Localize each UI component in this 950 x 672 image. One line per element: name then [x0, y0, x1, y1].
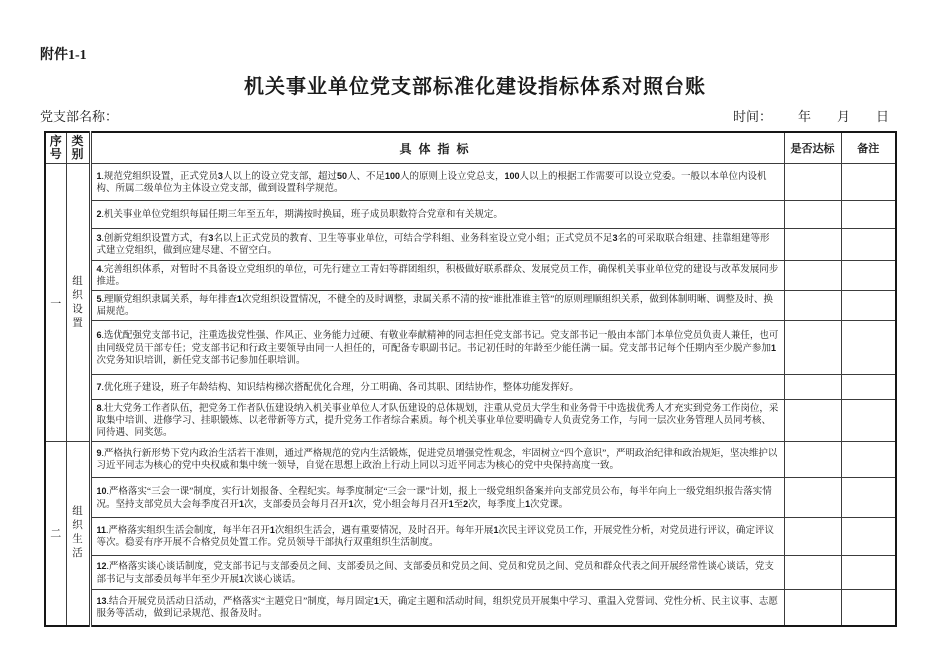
remark-cell [841, 590, 896, 626]
compliance-cell [784, 556, 841, 590]
branch-name-label: 党支部名称： [40, 109, 119, 124]
header-indicator: 具体指标 [90, 132, 784, 164]
table-row [45, 229, 896, 261]
table-row [45, 478, 896, 518]
compliance-cell [784, 518, 841, 556]
table-row [45, 261, 896, 291]
remark-cell [841, 478, 896, 518]
indicator-table [44, 131, 897, 627]
table-row [45, 201, 896, 229]
compliance-cell [784, 229, 841, 261]
compliance-cell [784, 291, 841, 321]
meta-row [40, 106, 889, 125]
indicator-cell: 10.严格落实“三会一课”制度，实行计划报备、全程纪实。每季度制定“三会一课”计划，报上一级党组织备案并向支部党员公布，每半年向上一级党组织报告落实情况。坚持支部党员大会每季度召开1次，支部委员会每月召开1次，党小组会每月召开1至2次，每季度上1次党课。 [90, 478, 784, 518]
table-row [45, 164, 896, 201]
remark-cell [841, 400, 896, 442]
remark-cell [841, 556, 896, 590]
compliance-cell [784, 164, 841, 201]
table-row [45, 556, 896, 590]
table-header-row [45, 132, 896, 164]
table-row [45, 442, 896, 478]
indicator-cell: 2.机关事业单位党组织每届任期三年至五年，期满按时换届，班子成员职数符合党章和有关规定。 [90, 201, 784, 229]
indicator-cell: 4.完善组织体系，对暂时不具备设立党组织的单位，可先行建立工青妇等群团组织，积极做好联系群众、发展党员工作，确保机关事业单位党的建设与改革发展同步推进。 [90, 261, 784, 291]
remark-cell [841, 229, 896, 261]
remark-cell [841, 518, 896, 556]
table-row [45, 291, 896, 321]
header-compliance: 是否达标 [784, 132, 841, 164]
indicator-cell: 3.创新党组织设置方式，有3名以上正式党员的教育、卫生等事业单位，可结合学科组、业务科室设立党小组；正式党员不足3名的可采取联合组建、挂靠组建等形式建立党组织，做到应建尽建、不留空白。 [90, 229, 784, 261]
group-serial: 二 [45, 442, 66, 626]
group-serial: 一 [45, 164, 66, 442]
indicator-cell: 1.规范党组织设置，正式党员3人以上的设立党支部，超过50人、不足100人的原则上设立党总支，100人以上的根据工作需要可以设立党委。一般以本单位内设机构、所属二级单位为主体设立党支部，做到设置科学规范。 [90, 164, 784, 201]
remark-cell [841, 442, 896, 478]
indicator-cell: 13.结合开展党员活动日活动，严格落实“主题党日”制度，每月固定1天，确定主题和活动时间，组织党员开展集中学习、重温入党誓词、党性分析、民主议事、志愿服务等活动，做到记录规范、报备及时。 [90, 590, 784, 626]
indicator-cell: 7.优化班子建设，班子年龄结构、知识结构梯次搭配优化合理，分工明确、各司其职、团结协作，整体功能发挥好。 [90, 375, 784, 400]
group-category-label: 组织生活 [72, 506, 83, 560]
table-row [45, 590, 896, 626]
time-label: 时间： [732, 109, 772, 124]
indicator-cell: 8.壮大党务工作者队伍，把党务工作者队伍建设纳入机关事业单位人才队伍建设的总体规划，注重从党员大学生和业务骨干中选拔优秀人才充实到党务工作岗位，采取集中培训、进修学习、挂职锻炼、以老带新等方式，提升党务工作者综合素质。每个机关事业单位要明确专人负责党务工作，与同一层次业务管理人员同考核、同待遇、同奖惩。 [90, 400, 784, 442]
compliance-cell [784, 321, 841, 375]
indicator-cell: 9.严格执行新形势下党内政治生活若干准则，通过严格规范的党内生活锻炼，促进党员增强党性观念，牢固树立“四个意识”，严明政治纪律和政治规矩，坚决维护以习近平同志为核心的党中央权威和集中统一领导，自觉在思想上政治上行动上同以习近平同志为核心的党中央保持高度一致。 [90, 442, 784, 478]
indicator-cell: 12.严格落实谈心谈话制度，党支部书记与支部委员之间、支部委员之间、支部委员和党员之间、党员和党员之间、党员和群众代表之间开展经常性谈心谈话，党支部书记与支部委员每半年至少开展1次谈心谈话。 [90, 556, 784, 590]
compliance-cell [784, 478, 841, 518]
date-line [733, 106, 889, 125]
indicator-cell: 11.严格落实组织生活会制度，每半年召开1次组织生活会，遇有重要情况，及时召开。每年开展1次民主评议党员工作，开展党性分析，对党员进行评议，确定评议等次。稳妥有序开展不合格党员处置工作。党员领导干部执行双重组织生活制度。 [90, 518, 784, 556]
remark-cell [841, 375, 896, 400]
year-label: 年 [797, 109, 811, 124]
attachment-label: 附件1-1 [40, 48, 87, 63]
remark-cell [841, 321, 896, 375]
compliance-cell [784, 261, 841, 291]
compliance-cell [784, 442, 841, 478]
indicator-cell: 5.理顺党组织隶属关系，每年排查1次党组织设置情况，不健全的及时调整，隶属关系不清的按“谁批准谁主管”的原则理顺组织关系，做到体制明晰、调整及时、换届规范。 [90, 291, 784, 321]
compliance-cell [784, 400, 841, 442]
month-label: 月 [836, 109, 850, 124]
remark-cell [841, 261, 896, 291]
group-category [66, 442, 90, 626]
header-serial: 序号 [45, 132, 66, 164]
table-row [45, 518, 896, 556]
table-row [45, 375, 896, 400]
remark-cell [841, 164, 896, 201]
header-category: 类别 [66, 132, 90, 164]
page-title: 机关事业单位党支部标准化建设指标体系对照台账 [244, 76, 706, 98]
table-row [45, 400, 896, 442]
compliance-cell [784, 375, 841, 400]
indicator-cell: 6.选优配强党支部书记，注重选拔党性强、作风正、业务能力过硬、有敬业奉献精神的同志担任党支部书记。党支部书记一般由本部门本单位党员负责人兼任，也可由同级党员干部专任；党支部书记和行政主要领导由同一人担任的，可配备专职副书记。书记初任时的年龄至少能任满一届。党支部书记每个任期内至少脱产参加1次党务知识培训，新任党支部书记参加任职培训。 [90, 321, 784, 375]
table-row [45, 321, 896, 375]
day-label: 日 [875, 109, 889, 124]
compliance-cell [784, 590, 841, 626]
group-category-label: 组织设置 [72, 275, 83, 329]
remark-cell [841, 291, 896, 321]
compliance-cell [784, 201, 841, 229]
header-remark: 备注 [841, 132, 896, 164]
group-category [66, 164, 90, 442]
remark-cell [841, 201, 896, 229]
